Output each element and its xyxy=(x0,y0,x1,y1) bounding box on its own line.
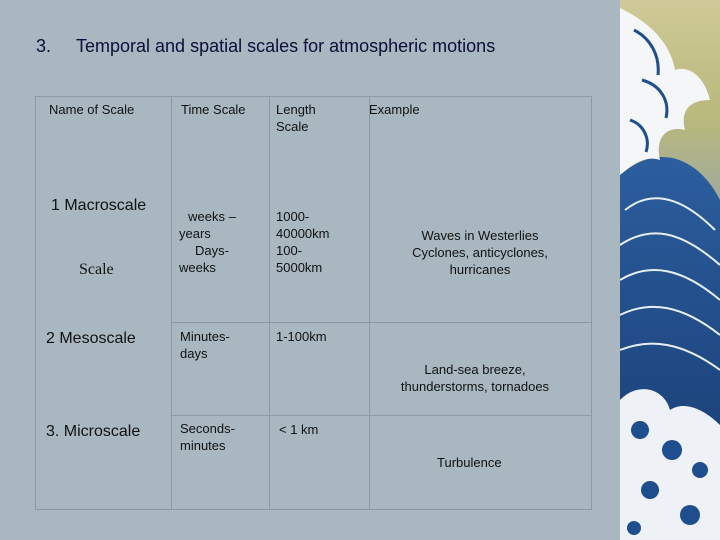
row-mesoscale-example: Land-sea breeze, thunderstorms, tornadoes xyxy=(400,362,550,394)
wave-art xyxy=(620,0,720,540)
scales-table xyxy=(35,96,592,510)
row-mesoscale-length: 1-100km xyxy=(276,329,327,344)
row-microscale-name: 3. Microscale xyxy=(46,423,141,440)
column-divider xyxy=(269,97,270,509)
column-divider xyxy=(369,97,370,509)
row-macroscale-length: 1000- 40000km 100- 5000km xyxy=(276,209,330,275)
slide-title: Temporal and spatial scales for atmospheric motions xyxy=(76,36,496,56)
row-mesoscale-time: Minutes- days xyxy=(180,329,230,361)
row-macroscale-time: weeks – years Days- weeks xyxy=(179,209,236,275)
header-example: Example xyxy=(369,102,420,117)
row-divider xyxy=(171,322,591,323)
row-macroscale-subtitle: Scale xyxy=(79,261,114,278)
row-microscale-example: Turbulence xyxy=(437,455,502,470)
row-mesoscale-name: 2 Mesoscale xyxy=(46,330,136,347)
row-microscale-length: < 1 km xyxy=(279,422,319,437)
header-time-scale: Time Scale xyxy=(181,102,246,117)
row-divider xyxy=(171,415,591,416)
row-macroscale-name: 1 Macroscale xyxy=(51,197,147,214)
row-macroscale-example: Waves in Westerlies Cyclones, anticyclones, hurricanes xyxy=(412,228,548,277)
header-length-scale: Length Scale xyxy=(276,102,316,134)
slide-number: 3. xyxy=(36,36,52,56)
header-name-of-scale: Name of Scale xyxy=(49,102,135,117)
great-wave-illustration xyxy=(620,0,720,540)
column-divider xyxy=(171,97,172,509)
row-microscale-time: Seconds- minutes xyxy=(180,421,235,453)
